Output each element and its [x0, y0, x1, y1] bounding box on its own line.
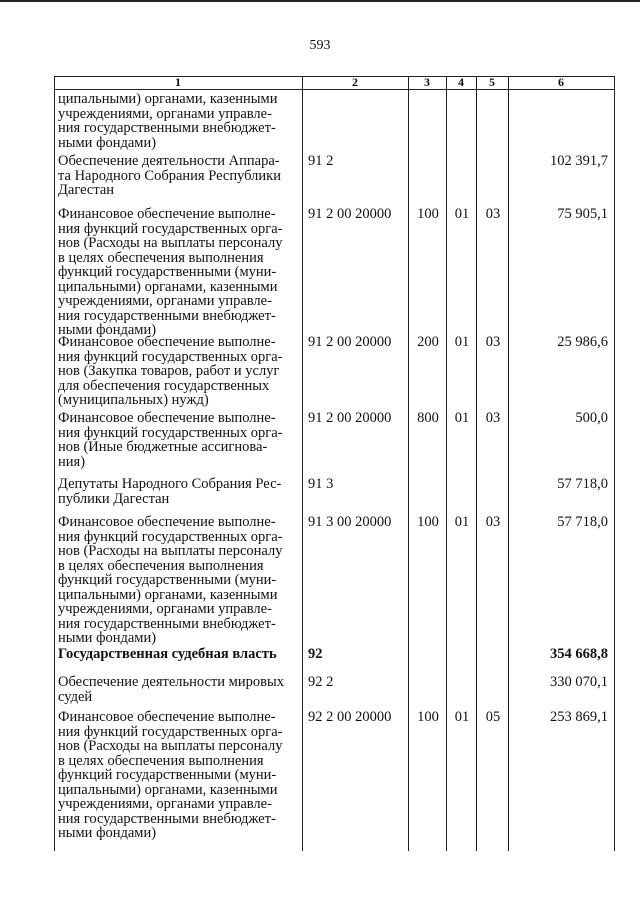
- row-col4: 01: [454, 709, 470, 725]
- row-amount: 253 869,1: [550, 709, 608, 725]
- table-header-rule: [54, 89, 615, 90]
- row-code: 91 2 00 20000: [308, 206, 392, 222]
- col-divider: [408, 76, 409, 851]
- row-name: Финансовое обеспечение выполне- ния функций государственных орга- нов (Иные бюджетные ассигнова- ния): [58, 410, 283, 470]
- row-code: 91 3: [308, 476, 334, 492]
- row-name: Финансовое обеспечение выполне- ния функций государственных орга- нов (Закупка товаров, работ и услуг для обеспечения государственных (муниципальных) нужд): [58, 334, 283, 408]
- row-amount: 102 391,7: [550, 153, 608, 169]
- row-col5: 03: [485, 334, 501, 350]
- row-code: 91 3 00 20000: [308, 514, 392, 530]
- col-header-6: 6: [558, 75, 564, 89]
- col-header-1: 1: [175, 75, 181, 89]
- col-divider: [54, 76, 55, 851]
- section-amount: 354 668,8: [550, 646, 608, 662]
- row-col5: 03: [485, 206, 501, 222]
- row-amount: 330 070,1: [550, 674, 608, 690]
- row-code: 91 2: [308, 153, 334, 169]
- row-name: Обеспечение деятельности Аппара- та Народного Собрания Республики Дагестан: [58, 153, 281, 198]
- row-col5: 05: [485, 709, 501, 725]
- col-header-5: 5: [489, 75, 495, 89]
- row-col3: 100: [417, 514, 439, 530]
- row-name: ципальными) органами, казенными учреждениями, органами управле- ния государственными внебюджет- ными фондами): [58, 91, 278, 151]
- row-col3: 200: [417, 334, 439, 350]
- section-name: Государственная судебная власть: [58, 646, 277, 662]
- row-col4: 01: [454, 514, 470, 530]
- row-name: Финансовое обеспечение выполне- ния функций государственных орга- нов (Расходы на выплаты персоналу в целях обеспечения выполнения функций государственными (муни- ципальными) органами, казенными учреждениями, органами управле- ния государственными внебюджет- ными фондами): [58, 514, 283, 646]
- row-col4: 01: [454, 334, 470, 350]
- row-name: Обеспечение деятельности мировых судей: [58, 674, 284, 705]
- row-amount: 57 718,0: [557, 514, 608, 530]
- col-divider: [508, 76, 509, 851]
- col-header-3: 3: [424, 75, 430, 89]
- col-divider: [614, 76, 615, 851]
- row-name: Депутаты Народного Собрания Рес- публики Дагестан: [58, 476, 282, 507]
- row-col5: 03: [485, 514, 501, 530]
- row-col3: 100: [417, 709, 439, 725]
- col-divider: [476, 76, 477, 851]
- row-amount: 57 718,0: [557, 476, 608, 492]
- row-code: 92 2 00 20000: [308, 709, 392, 725]
- col-divider: [446, 76, 447, 851]
- row-col3: 100: [417, 206, 439, 222]
- col-header-4: 4: [458, 75, 464, 89]
- top-border: [0, 0, 640, 2]
- row-col4: 01: [454, 206, 470, 222]
- row-amount: 25 986,6: [557, 334, 608, 350]
- row-col5: 03: [485, 410, 501, 426]
- row-amount: 500,0: [575, 410, 608, 426]
- row-code: 91 2 00 20000: [308, 334, 392, 350]
- row-col4: 01: [454, 410, 470, 426]
- section-code: 92: [308, 646, 323, 662]
- col-header-2: 2: [352, 75, 358, 89]
- page-number: 593: [309, 38, 331, 53]
- row-code: 92 2: [308, 674, 334, 690]
- row-code: 91 2 00 20000: [308, 410, 392, 426]
- col-divider: [302, 76, 303, 851]
- row-col3: 800: [417, 410, 439, 426]
- row-name: Финансовое обеспечение выполне- ния функций государственных орга- нов (Расходы на выплаты персоналу в целях обеспечения выполнения функций государственными (муни- ципальными) органами, казенными учреждениями, органами управле- ния государственными внебюджет- ными фондами): [58, 206, 283, 338]
- row-amount: 75 905,1: [557, 206, 608, 222]
- row-name: Финансовое обеспечение выполне- ния функций государственных орга- нов (Расходы на выплаты персоналу в целях обеспечения выполнения функций государственными (муни- ципальными) органами, казенными учреждениями, органами управле- ния государственными внебюджет- ными фондами): [58, 709, 283, 841]
